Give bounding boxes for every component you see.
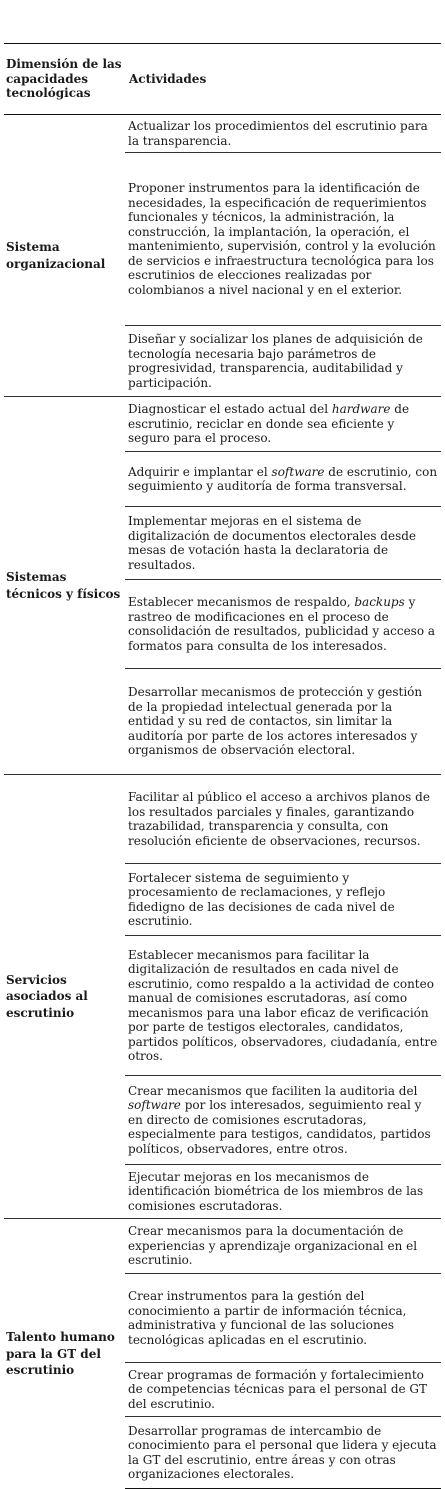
activity-cell xyxy=(125,669,441,775)
activity-cell xyxy=(125,936,441,1076)
activity-term: backups xyxy=(354,595,405,609)
capabilities-activities-table xyxy=(4,43,441,1489)
activity-cell xyxy=(125,115,441,153)
activity-term: software xyxy=(271,464,325,479)
activity-text: Implementar mejoras en el sistema de digitalización de documentos electorales desde mesas de votación hasta la declaratoria de resultados. xyxy=(128,514,417,572)
activity-text: Fortalecer sistema de seguimiento y procesamiento de reclamaciones, y reflejo fidedigno de las decisiones de cada nivel de escrutinio. xyxy=(128,870,395,928)
activity-cell xyxy=(125,775,441,864)
header-dimension: Dimensión de las capacidades tecnológicas xyxy=(4,44,125,115)
activity-text: Adquirir e implantar el xyxy=(128,464,272,479)
table-row xyxy=(4,397,441,452)
activity-text: Facilitar al público el acceso a archivos planos de los resultados parciales y finales, garantizando trazabilidad, transparencia y consulta, con resolución eficiente de observaciones, recursos. xyxy=(128,790,430,848)
table-row xyxy=(4,115,441,153)
activity-cell xyxy=(125,1274,441,1363)
activity-term: hardware xyxy=(331,402,391,417)
activity-cell xyxy=(125,452,441,507)
activity-cell xyxy=(125,153,441,326)
activity-cell xyxy=(125,1165,441,1219)
activity-term: software xyxy=(128,1098,181,1113)
activity-text: Establecer mecanismos de respaldo, xyxy=(128,595,355,609)
activity-text: Crear instrumentos para la gestión del conocimiento a partir de información técnica, administrativa y funcional de las soluciones tecnológicas aplicadas en el escrutinio. xyxy=(128,1289,407,1347)
activity-text: Diseñar y socializar los planes de adquisición de tecnología necesaria bajo parámetros de progresividad, transparencia, auditabilidad y participación. xyxy=(128,332,423,390)
activity-cell xyxy=(125,580,441,669)
activity-text: de escrutinio, reciclar en donde sea eficiente y seguro para el proceso. xyxy=(128,402,410,446)
activity-text: Establecer mecanismos para facilitar la digitalización de resultados en cada nivel de escrutinio, como respaldo a la actividad de conteo manual de comisiones escrutadoras, así como mecanismos para una labor eficaz de verificación por parte de testigos electorales, candidatos, partidos políticos, observadores, ciudadanía, entre otros. xyxy=(128,947,438,1063)
table-row xyxy=(4,775,441,864)
table-body xyxy=(4,115,441,1489)
dimension-cell: Talento humano para la GT del escrutinio xyxy=(6,1330,115,1377)
activity-cell xyxy=(125,1363,441,1417)
activity-cell xyxy=(125,397,441,452)
activity-cell xyxy=(125,326,441,397)
activity-text: por los interesados, seguimiento real y en directo de comisiones escrutadoras, especialmente para testigos, candidatos, partidos políticos, observadores, entre otros. xyxy=(128,1098,431,1156)
header-activities: Actividades xyxy=(125,44,441,115)
activity-cell xyxy=(125,1219,441,1274)
activity-cell xyxy=(125,1076,441,1165)
activity-cell xyxy=(125,1417,441,1489)
activity-cell xyxy=(125,507,441,580)
activity-text: Proponer instrumentos para la identificación de necesidades, la especificación de requerimientos funcionales y técnicos, la administración, la construcción, la implantación, la operación, el mantenimiento, supervisión, control y la evolución de servicios e infraestructura tecnológica para los escrutinios de elecciones realizadas por colombianos a nivel nacional y en el exterior. xyxy=(128,181,436,297)
activity-text: Crear mecanismos que faciliten la auditoria del xyxy=(128,1083,418,1098)
activity-text: y rastreo de modificaciones en el proceso de consolidación de resultados, publicidad y acceso a formatos para consulta de los interesados. xyxy=(128,595,436,653)
activity-cell xyxy=(125,864,441,936)
dimension-cell: Sistemas técnicos y físicos xyxy=(4,397,125,775)
dimension-cell: Servicios asociados al escrutinio xyxy=(4,775,125,1219)
activity-text: Actualizar los procedimientos del escrutinio para la transparencia. xyxy=(128,119,428,148)
table-header-row xyxy=(4,44,441,115)
table-row xyxy=(4,1219,441,1274)
activity-text: Diagnosticar el estado actual del xyxy=(128,402,332,417)
activity-text: Desarrollar mecanismos de protección y gestión de la propiedad intelectual generada por la entidad y su red de contactos, sin limitar la auditoría por parte de los actores interesados y organismos de observación electoral. xyxy=(128,685,423,758)
activity-text: Ejecutar mejoras en los mecanismos de identificación biométrica de los miembros de las comisiones escrutadoras. xyxy=(128,1169,424,1213)
activity-text: Desarrollar programas de intercambio de conocimiento para el personal que lidera y ejecuta la GT del escrutinio, entre áreas y con otras organizaciones electorales. xyxy=(128,1423,437,1481)
activity-text: de escrutinio, con seguimiento y auditoría de forma transversal. xyxy=(128,464,438,493)
activity-text: Crear mecanismos para la documentación de experiencias y aprendizaje organizacional en el escrutinio. xyxy=(128,1224,418,1268)
activity-text: Crear programas de formación y fortalecimiento de competencias técnicas para el personal de GT del escrutinio. xyxy=(128,1367,428,1411)
dimension-cell: Sistema organizacional xyxy=(4,115,125,397)
